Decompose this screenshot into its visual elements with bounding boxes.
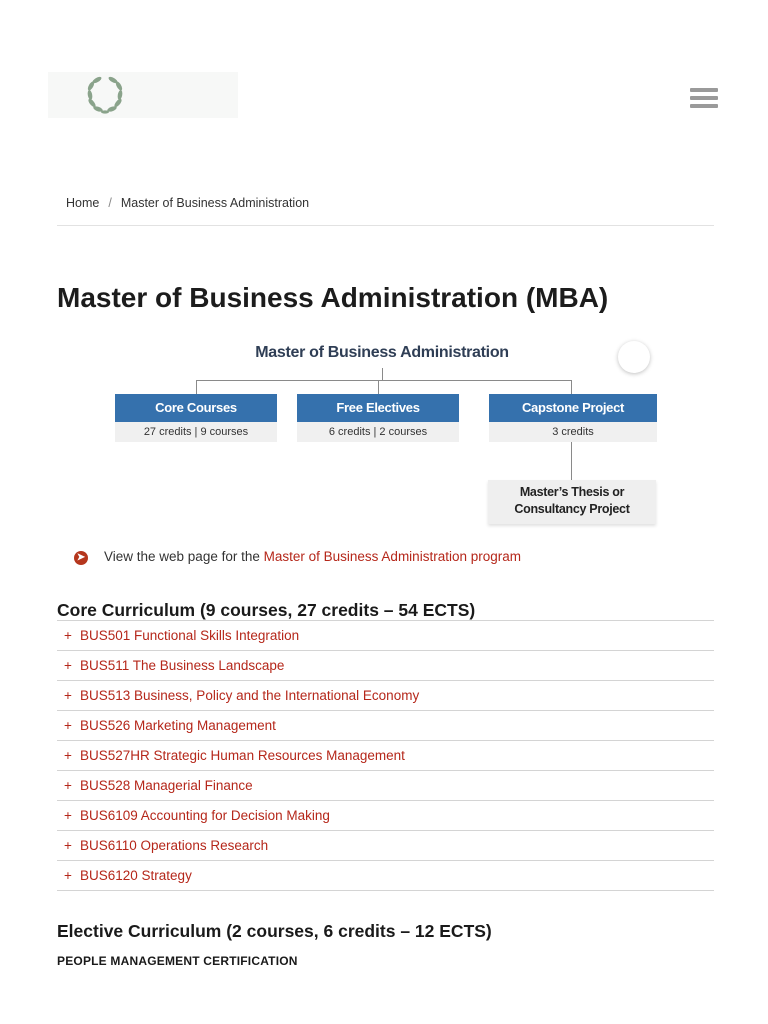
program-structure-diagram	[112, 338, 664, 530]
free-electives-box	[297, 394, 459, 442]
thesis-line: Master’s Thesis or	[519, 485, 625, 499]
plus-icon: +	[64, 718, 72, 733]
box-label: Free Electives	[297, 394, 459, 422]
course-item[interactable]	[57, 801, 714, 831]
course-item[interactable]	[57, 741, 714, 771]
connector-line	[378, 380, 379, 395]
course-item[interactable]	[57, 651, 714, 681]
core-course-list	[57, 620, 714, 891]
breadcrumb	[66, 196, 309, 210]
course-label: BUS528 Managerial Finance	[80, 778, 253, 793]
capstone-project-box	[489, 394, 657, 442]
site-logo[interactable]	[48, 72, 238, 118]
elective-curriculum-title: Elective Curriculum (2 courses, 6 credits – 12 ECTS)	[57, 921, 492, 941]
plus-icon: +	[64, 808, 72, 823]
course-item[interactable]	[57, 711, 714, 741]
course-label: BUS513 Business, Policy and the International Economy	[80, 688, 420, 703]
diagram-action-circle[interactable]	[618, 341, 650, 373]
connector-line	[196, 380, 572, 381]
box-label: Core Courses	[115, 394, 277, 422]
course-item[interactable]	[57, 771, 714, 801]
course-label: BUS527HR Strategic Human Resources Management	[80, 748, 405, 763]
plus-icon: +	[64, 748, 72, 763]
page-title: Master of Business Administration (MBA)	[57, 282, 609, 313]
plus-icon: +	[64, 658, 72, 673]
box-label: Capstone Project	[489, 394, 657, 422]
connector-line	[382, 368, 383, 380]
plus-icon: +	[64, 628, 72, 643]
box-sub: 3 credits	[489, 422, 657, 442]
course-label: BUS6109 Accounting for Decision Making	[80, 808, 330, 823]
course-item[interactable]	[57, 831, 714, 861]
course-label: BUS6110 Operations Research	[80, 838, 269, 853]
plus-icon: +	[64, 868, 72, 883]
thesis-box	[488, 480, 656, 524]
plus-icon: +	[64, 838, 72, 853]
course-label: BUS511 The Business Landscape	[80, 658, 285, 673]
connector-line	[196, 380, 197, 395]
divider	[57, 225, 714, 226]
hamburger-menu-icon[interactable]	[690, 88, 718, 112]
breadcrumb-separator: /	[108, 196, 112, 210]
box-sub: 6 credits | 2 courses	[297, 422, 459, 442]
view-program-row	[74, 549, 521, 565]
course-label: BUS501 Functional Skills Integration	[80, 628, 300, 643]
core-curriculum-title: Core Curriculum (9 courses, 27 credits – 54 ECTS)	[57, 600, 476, 620]
core-courses-box	[115, 394, 277, 442]
box-sub: 27 credits | 9 courses	[115, 422, 277, 442]
diagram-title: Master of Business Administration	[255, 344, 509, 361]
arrow-circle-icon: ➤	[74, 551, 88, 565]
breadcrumb-current: Master of Business Administration	[120, 196, 310, 210]
course-item[interactable]	[57, 621, 714, 651]
people-management-heading: PEOPLE MANAGEMENT CERTIFICATION	[57, 954, 298, 968]
connector-line	[571, 442, 572, 480]
course-item[interactable]	[57, 681, 714, 711]
course-label: BUS6120 Strategy	[80, 868, 192, 883]
thesis-line: Consultancy Project	[514, 502, 630, 516]
course-item[interactable]	[57, 861, 714, 891]
course-label: BUS526 Marketing Management	[80, 718, 276, 733]
connector-line	[571, 380, 572, 395]
plus-icon: +	[64, 778, 72, 793]
view-program-prefix: View the web page for the	[104, 549, 260, 564]
mba-program-link[interactable]: Master of Business Administration program	[263, 549, 521, 564]
laurel-wreath-logo-icon	[80, 72, 130, 118]
plus-icon: +	[64, 688, 72, 703]
breadcrumb-home-link[interactable]: Home	[66, 196, 100, 210]
